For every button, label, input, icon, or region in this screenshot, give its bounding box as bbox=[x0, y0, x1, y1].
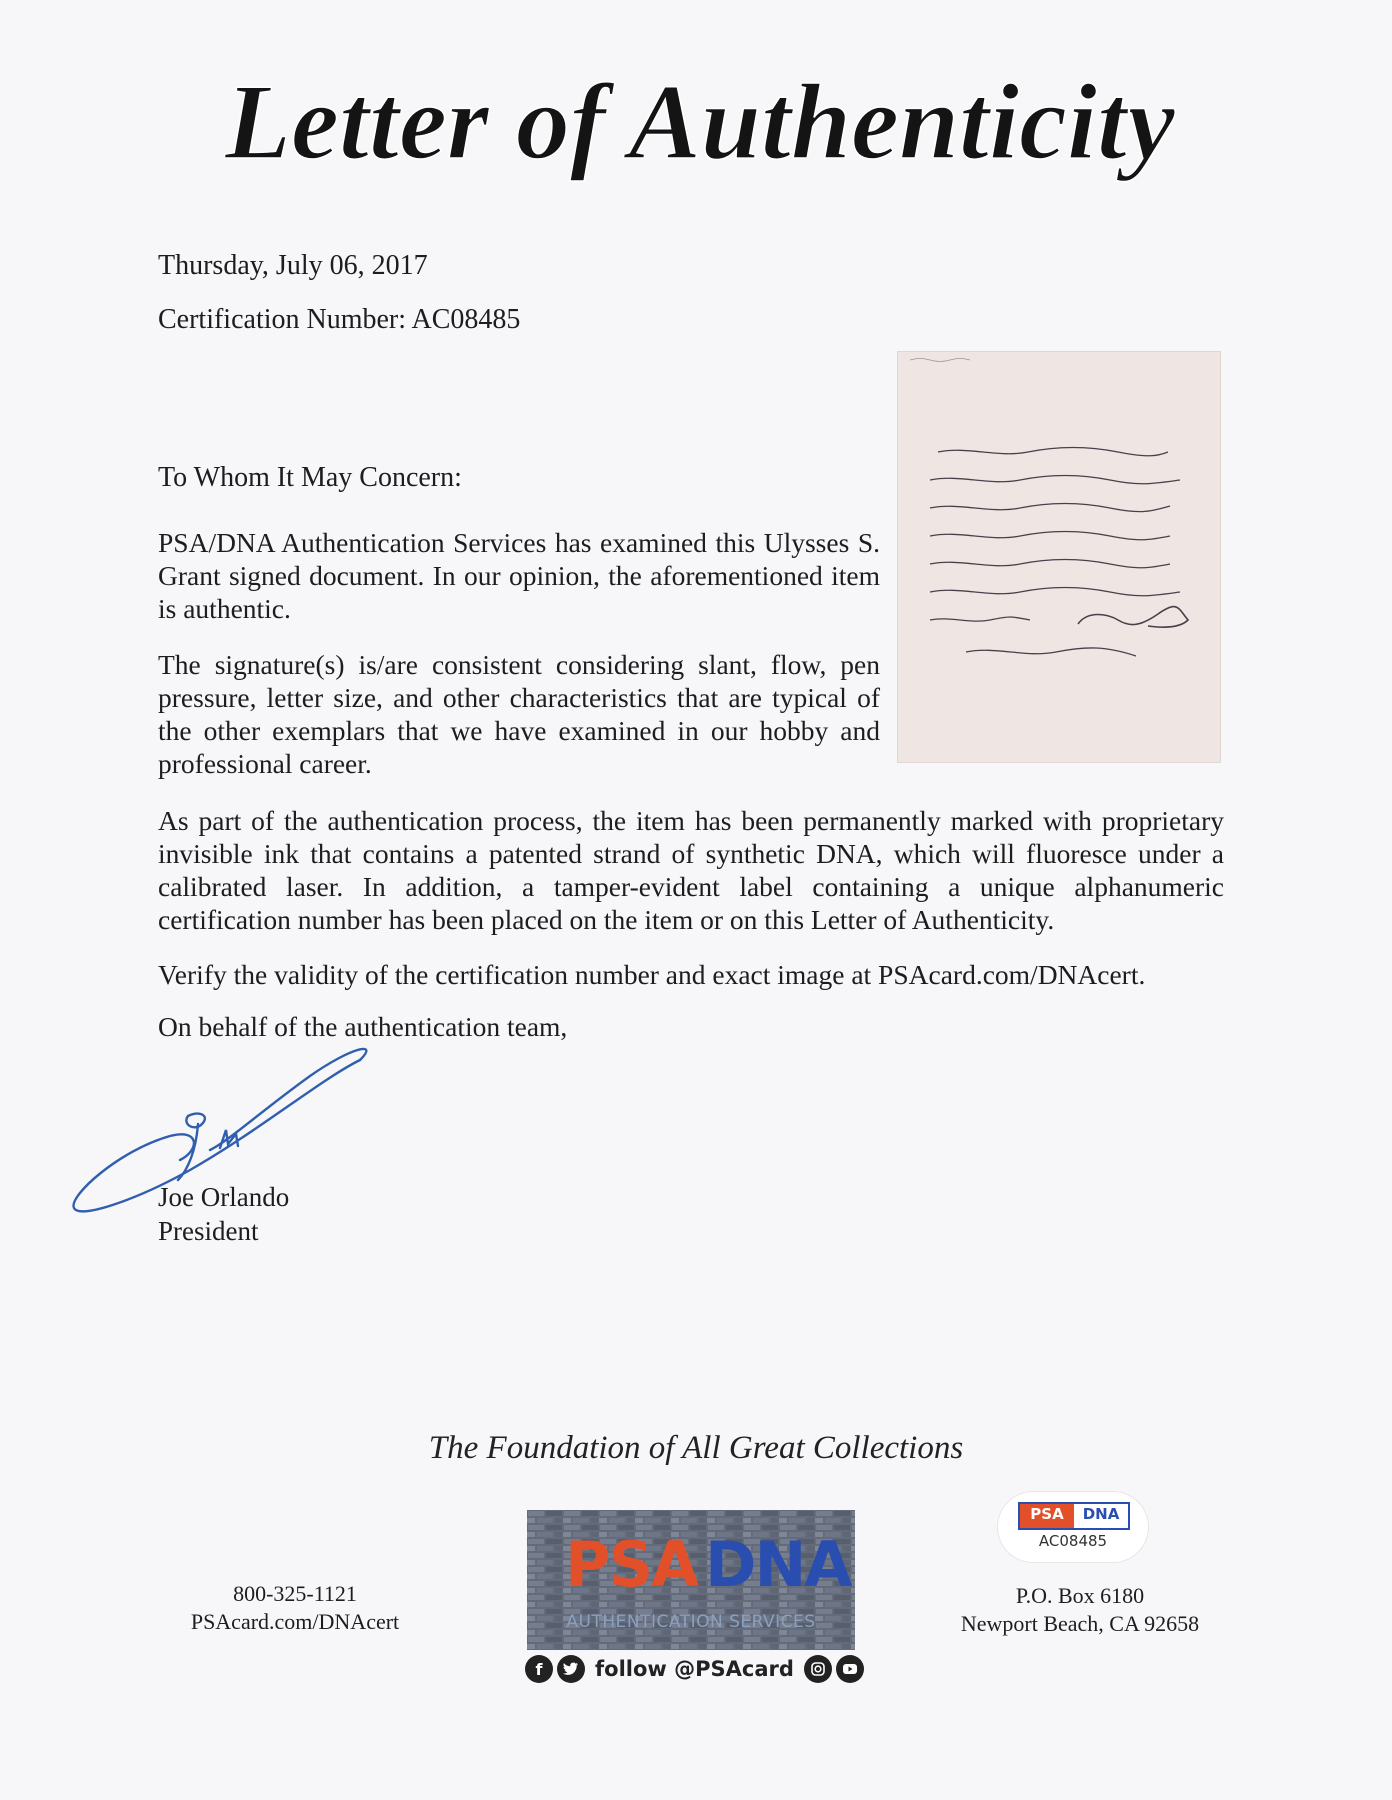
certification-sticker bbox=[998, 1492, 1148, 1562]
sticker-logo-psa: PSA bbox=[1020, 1504, 1074, 1528]
sticker-number: AC08485 bbox=[1038, 1532, 1108, 1550]
certification-number: Certification Number: AC08485 bbox=[158, 304, 521, 335]
signer-title: President bbox=[158, 1216, 259, 1246]
psa-dna-logo bbox=[527, 1510, 855, 1650]
youtube-icon[interactable] bbox=[836, 1655, 864, 1683]
grant-document-image bbox=[898, 352, 1220, 762]
paragraph-dna-marking: As part of the authentication process, the item has been permanently marked with proprietary invisible ink that contains a patented strand of synthetic DNA, which will fluoresce under a calibrated laser. In addition, a tamper-evident label containing a unique alphanumeric certification number has been placed on the item or on this Letter of Authenticity. bbox=[158, 805, 1224, 935]
address-line-2: Newport Beach, CA 92658 bbox=[960, 1611, 1200, 1636]
paragraph-verify: Verify the validity of the certification number and exact image at PSAcard.com/DNAcert. bbox=[158, 959, 1146, 990]
footer-tagline: The Foundation of All Great Collections bbox=[428, 1430, 964, 1466]
instagram-icon[interactable] bbox=[804, 1655, 832, 1683]
paragraph-signature-analysis: The signature(s) is/are consistent considering slant, flow, pen pressure, letter size, and other characteristics that are typical of the other exemplars that we have examined in our hobby and professional career. bbox=[158, 649, 880, 779]
letter-title bbox=[150, 40, 1250, 210]
facebook-icon[interactable]: f bbox=[525, 1655, 553, 1683]
paragraph-examination: PSA/DNA Authentication Services has examined this Ulysses S. Grant signed document. In our opinion, the aforementioned item is authentic. bbox=[158, 527, 880, 624]
social-links bbox=[525, 1654, 864, 1684]
letter-title-graphic bbox=[150, 40, 1250, 210]
mailing-address bbox=[930, 1582, 1230, 1638]
letter-title-text: Letter of Authenticity bbox=[225, 63, 1175, 182]
paragraph-closing: On behalf of the authentication team, bbox=[158, 1011, 568, 1042]
contact-info bbox=[160, 1580, 430, 1636]
letter-date: Thursday, July 06, 2017 bbox=[158, 250, 428, 281]
social-handle[interactable]: follow @PSAcard bbox=[595, 1657, 794, 1681]
website-link[interactable]: PSAcard.com/DNAcert bbox=[190, 1609, 400, 1634]
logo-psa-text: PSA bbox=[565, 1528, 698, 1601]
twitter-icon[interactable] bbox=[557, 1655, 585, 1683]
address-line-1: P.O. Box 6180 bbox=[1015, 1583, 1145, 1608]
sticker-logo-dna: DNA bbox=[1074, 1504, 1128, 1528]
logo-dna-text: DNA bbox=[705, 1528, 851, 1601]
grant-document-scan bbox=[898, 352, 1220, 762]
sticker-logo bbox=[1018, 1502, 1130, 1530]
phone-number: 800-325-1121 bbox=[233, 1581, 357, 1606]
signer-name: Joe Orlando bbox=[158, 1182, 290, 1212]
logo-subtitle: AUTHENTICATION SERVICES bbox=[566, 1612, 816, 1632]
salutation: To Whom It May Concern: bbox=[158, 462, 462, 493]
